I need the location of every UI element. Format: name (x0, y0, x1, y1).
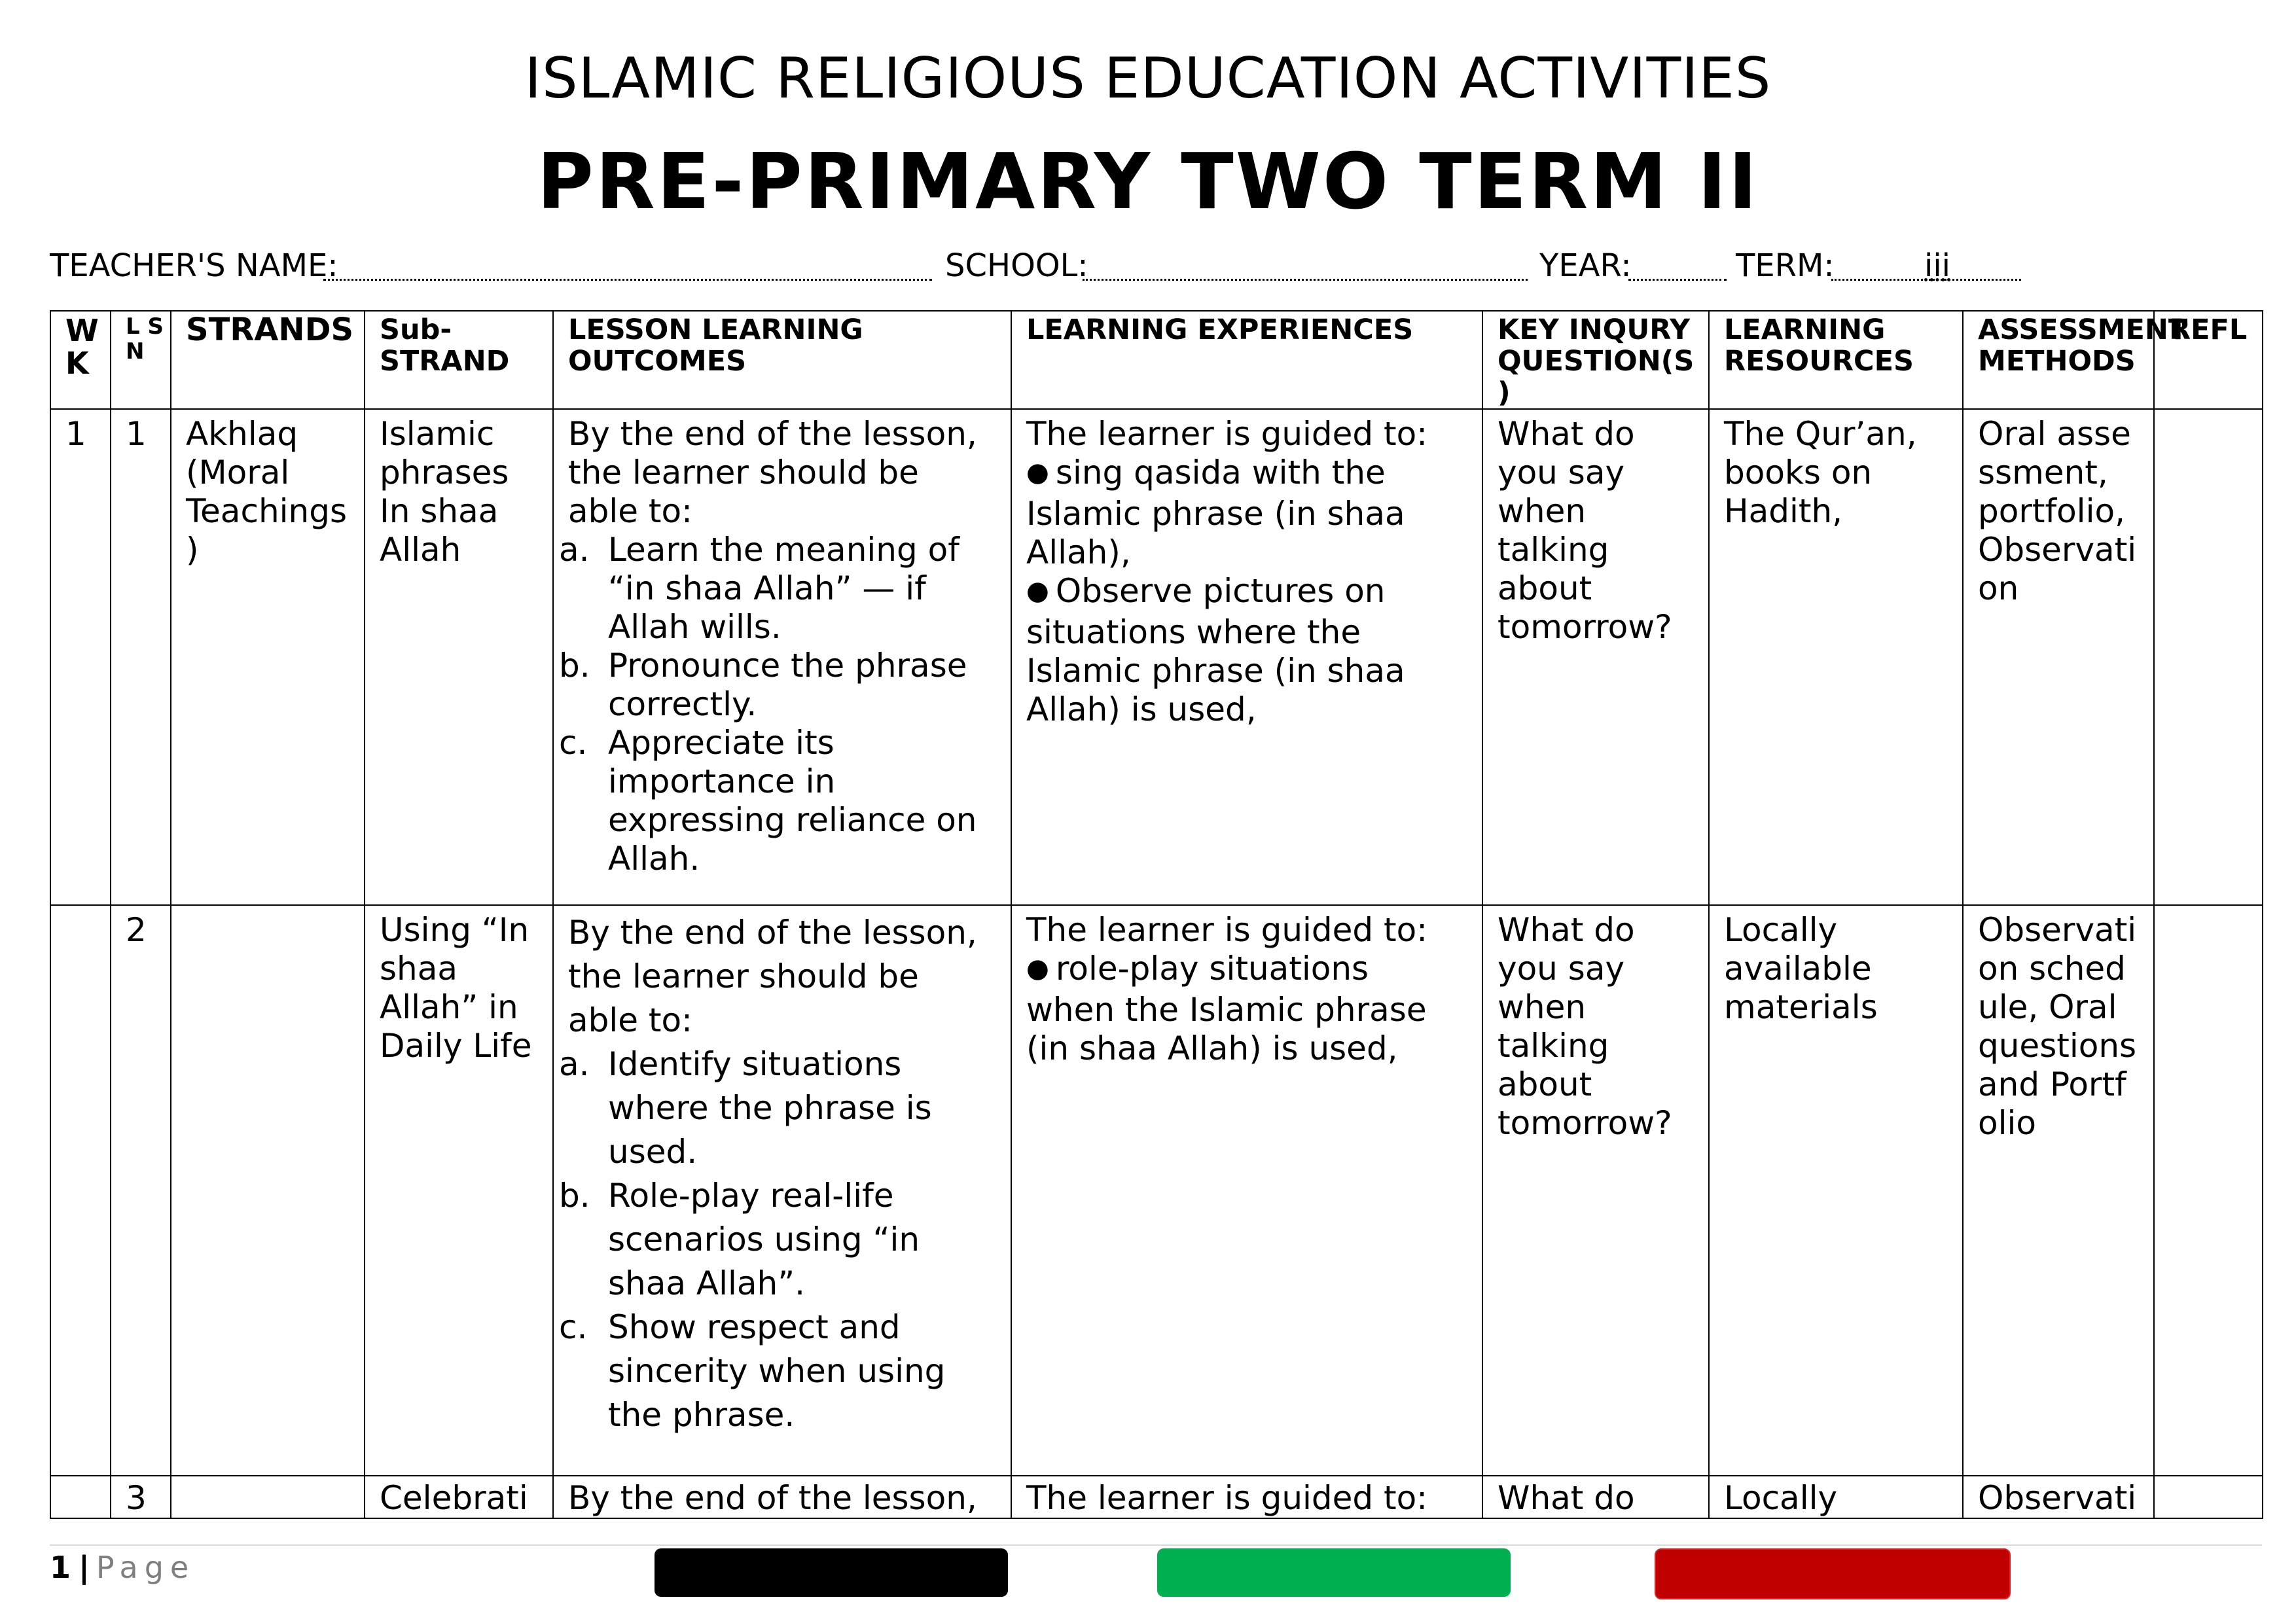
page-number-separator: | (79, 1550, 90, 1585)
header-sub-strand: Sub-STRAND (365, 311, 553, 409)
outcomes-intro: By the end of the lesson, the learner should be able to: (568, 914, 977, 1039)
list-item: ● role-play situations when the Islamic phrase (in shaa Allah) is used, (1026, 950, 1467, 1068)
cell-inquiry: What do you say when talking about tomorrow? (1482, 409, 1709, 905)
experiences-intro: The learner is guided to: (1026, 911, 1428, 949)
header-week: W K (50, 311, 111, 409)
outcomes-list (559, 531, 996, 878)
outcomes-list (559, 1043, 996, 1437)
term-value: iii (1924, 247, 1951, 284)
list-item: b. Role-play real-life scenarios using “in shaa Allah”. (559, 1177, 920, 1302)
school-label: SCHOOL: (945, 247, 1088, 284)
list-item: a. Identify situations where the phrase is used. (559, 1045, 932, 1171)
table-row (50, 409, 2263, 905)
footer-bar-red (1655, 1548, 2011, 1599)
list-item: c. Show respect and sincerity when using the phrase. (559, 1308, 946, 1434)
page-number (50, 1550, 195, 1585)
cell-assessment: Observati (1963, 1476, 2154, 1518)
header-outcomes: LESSON LEARNING OUTCOMES (553, 311, 1011, 409)
teacher-info-line (50, 247, 2249, 287)
cell-strand (171, 1476, 365, 1518)
list-item: ● Observe pictures on situations where the Islamic phrase (in shaa Allah) is used, (1026, 572, 1467, 729)
school-field[interactable] (1083, 279, 1528, 281)
list-item: b. Pronounce the phrase correctly. (559, 647, 967, 723)
list-item: a. Learn the meaning of “in shaa Allah” — if Allah wills. (559, 531, 960, 646)
cell-outcomes (553, 409, 1011, 905)
header-inquiry: KEY INQURY QUESTION(S ) (1482, 311, 1709, 409)
header-reflection: REFL (2154, 311, 2263, 409)
document-title: ISLAMIC RELIGIOUS EDUCATION ACTIVITIES (524, 46, 1772, 111)
cell-lesson: 1 (111, 409, 171, 905)
year-field[interactable] (1628, 279, 1727, 281)
cell-sub-strand: Islamic phrases In shaa Allah (365, 409, 553, 905)
cell-experiences (1011, 409, 1482, 905)
cell-week: 1 (50, 409, 111, 905)
year-label: YEAR: (1539, 247, 1632, 284)
term-label: TERM: (1736, 247, 1835, 284)
cell-resources: Locally available materials (1709, 905, 1963, 1476)
cell-sub-strand: Using “In shaa Allah” in Daily Life (365, 905, 553, 1476)
teacher-name-label: TEACHER'S NAME: (50, 247, 338, 284)
header-strands: STRANDS (171, 311, 365, 409)
cell-outcomes (553, 905, 1011, 1476)
document-subtitle: PRE-PRIMARY TWO TERM II (537, 136, 1759, 226)
cell-strand (171, 905, 365, 1476)
page-word: Page (96, 1550, 196, 1585)
header-lesson: L S N (111, 311, 171, 409)
cell-week (50, 1476, 111, 1518)
header-resources: LEARNING RESOURCES (1709, 311, 1963, 409)
cell-reflection (2154, 905, 2263, 1476)
table-row (50, 1476, 2263, 1518)
teacher-name-field[interactable] (323, 279, 932, 281)
header-experiences: LEARNING EXPERIENCES (1011, 311, 1482, 409)
list-item: c. Appreciate its importance in expressing reliance on Allah. (559, 724, 977, 878)
cell-week (50, 905, 111, 1476)
header-assessment: ASSESSMENT METHODS (1963, 311, 2154, 409)
cell-resources: The Qur’an, books on Hadith, (1709, 409, 1963, 905)
cell-lesson: 3 (111, 1476, 171, 1518)
cell-outcomes: By the end of the lesson, (553, 1476, 1011, 1518)
experiences-intro: The learner is guided to: (1026, 415, 1428, 453)
cell-experiences: The learner is guided to: (1011, 1476, 1482, 1518)
footer-bar-green (1157, 1548, 1511, 1597)
list-item: ● sing qasida with the Islamic phrase (in shaa Allah), (1026, 454, 1467, 572)
cell-inquiry: What do (1482, 1476, 1709, 1518)
cell-sub-strand: Celebrati (365, 1476, 553, 1518)
cell-reflection (2154, 1476, 2263, 1518)
outcomes-intro: By the end of the lesson, the learner should be able to: (568, 415, 977, 530)
table-header-row (50, 311, 2263, 409)
cell-strand: Akhlaq (Moral Teachings ) (171, 409, 365, 905)
lesson-plan-table (50, 310, 2263, 1519)
cell-resources: Locally (1709, 1476, 1963, 1518)
cell-assessment: Oral assessment, portfolio, Observation (1963, 409, 2154, 905)
page-number-value: 1 (50, 1550, 71, 1585)
footer-divider (50, 1544, 2262, 1546)
footer-bar-black (655, 1548, 1008, 1597)
table-row (50, 905, 2263, 1476)
cell-lesson: 2 (111, 905, 171, 1476)
cell-reflection (2154, 409, 2263, 905)
cell-inquiry: What do you say when talking about tomorrow? (1482, 905, 1709, 1476)
cell-assessment: Observation schedule, Oral questions and Portfolio (1963, 905, 2154, 1476)
cell-experiences (1011, 905, 1482, 1476)
